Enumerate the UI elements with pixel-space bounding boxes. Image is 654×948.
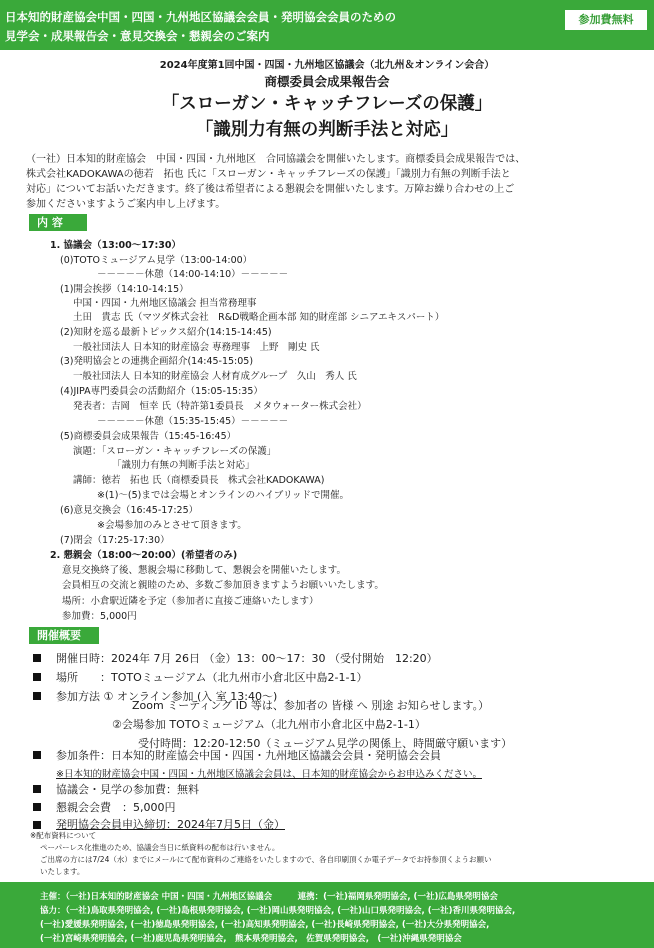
registration-deadline: 発明協会会員申込締切：2024年7月5日（金） xyxy=(56,818,285,831)
zoom-info: Zoom ミーティング ID 等は、参加者の 皆様 へ 別途 お知らせします。） xyxy=(132,699,490,712)
bullet-square xyxy=(33,785,41,793)
schedule-heading-party: 2. 懇親会（18:00〜20:00）(希望者のみ) xyxy=(50,550,238,561)
top-banner xyxy=(0,0,654,50)
party-location: 場所：小倉駅近隣を予定（参加者に直接ご連絡いたします） xyxy=(62,596,319,607)
participation-method-online: 参加方法 ① オンライン参加 (入 室 13:40〜) xyxy=(56,690,278,703)
schedule-item-2: (2)知財を巡る最新トピックス紹介(14:15-14:45) xyxy=(60,327,272,338)
topic-title-1: 「スローガン・キャッチフレーズの保護」 xyxy=(161,94,493,114)
event-datetime: 開催日時：2024年 7月 26日 （金）13：00〜17：30 （受付開始 12:20） xyxy=(56,652,438,665)
note-line-2: ご出席の方には7/24（水）までにメールにて配布資料のご連絡をいたしますので、各自印刷頂くか電子データでお持参頂くようお願い xyxy=(40,855,492,864)
schedule-item-5-speaker: 講師：徳若 拓也 氏（商標委員長 株式会社KADOKAWA) xyxy=(73,475,325,486)
bullet-square xyxy=(33,692,41,700)
footer-cooperation-3: (一社)宮崎県発明協会, (一社)鹿児島県発明協会, 熊本県発明協会, 佐賀県発明協会, (一社)沖縄県発明協会 xyxy=(40,934,462,944)
bullet-square xyxy=(33,751,41,759)
schedule-item-5: (5)商標委員会成果報告（15:45-16:45） xyxy=(60,431,237,442)
schedule-item-4-speaker: 発表者：吉岡 恒幸 氏（特許第1委員長 メタウォーター株式会社） xyxy=(73,401,367,412)
bullet-square xyxy=(33,673,41,681)
intro-line-4: 参加くださいますようご案内申し上げます。 xyxy=(26,199,226,210)
application-note: ※日本知的財産協会中国・四国・九州地区協議会会員は、日本知的財産協会からお申込みください。 xyxy=(56,769,482,780)
party-fee-overview: 懇親会会費 ：5,000円 xyxy=(56,801,176,814)
schedule-item-7: (7)閉会（17:25-17:30） xyxy=(60,535,170,546)
schedule-heading-meeting: 1. 協議会（13:00〜17:30） xyxy=(50,240,182,251)
intro-line-2: 株式会社KADOKAWAの徳若 拓也 氏に「スローガン・キャッチフレーズの保護」「識別力有無の判断手法と xyxy=(26,169,511,180)
banner-title-line-1: 日本知的財産協会中国・四国・九州地区協議会会員・発明協会会員のための xyxy=(5,10,396,24)
organizer-footer xyxy=(0,882,654,948)
footer-organizer: 主催：（一社)日本知的財産協会 中国・四国・九州地区協議会 連携：(一社)福岡県発明協会, (一社)広島県発明協会 xyxy=(40,892,498,902)
footer-cooperation-1: 協力：（一社)鳥取県発明協会, (一社)島根県発明協会, (一社)岡山県発明協会, (一社)山口県発明協会, (一社)香川県発明協会, xyxy=(40,906,516,916)
meeting-fee: 協議会・見学の参加費：無料 xyxy=(56,783,199,796)
schedule-item-1-speaker: 土田 貴志 氏（マツダ株式会社 R&D戦略企画本部 知的財産部 シニアエキスパート） xyxy=(73,312,445,323)
note-line-3: いたします。 xyxy=(40,867,85,876)
schedule-item-3: (3)発明協会との連携企画紹介(14:45-15:05) xyxy=(60,356,254,367)
party-desc-1: 意見交換終了後、懇親会場に移動して、懇親会を開催いたします。 xyxy=(62,565,347,576)
topic-title-2: 「識別力有無の判断手法と対応」 xyxy=(195,120,459,140)
party-desc-2: 会員相互の交流と親睦のため、多数ご参加頂きますようお願いいたします。 xyxy=(62,580,384,591)
schedule-item-3-speaker: 一般社団法人 日本知的財産協会 人材育成グループ 久山 秀人 氏 xyxy=(73,371,357,382)
schedule-break-1: －－－－－休憩（14:00-14:10）－－－－－ xyxy=(97,269,289,280)
schedule-break-2: －－－－－休憩（15:35-15:45）－－－－－ xyxy=(97,416,289,427)
intro-line-3: 対応」についてお話いただきます。終了後は希望者による懇親会を開催いたします。万障お繰り合わせの上ご xyxy=(26,184,515,195)
bullet-square xyxy=(33,654,41,662)
schedule-item-1: (1)開会挨拶（14:10-14:15） xyxy=(60,284,189,295)
event-subtitle: 2024年度第1回中国・四国・九州地区協議会（北九州＆オンライン会合） xyxy=(159,60,495,71)
overview-section-label: 開催概要 xyxy=(29,627,99,644)
reception-time: 受付時間：12:20-12:50（ミュージアム見学の関係上、時間厳守願います） xyxy=(138,737,513,750)
schedule-item-2-speaker: 一般社団法人 日本知的財産協会 専務理事 上野 剛史 氏 xyxy=(73,342,320,353)
onsite-only-note: ※会場参加のみとさせて頂きます。 xyxy=(97,520,247,531)
party-fee: 参加費：5,000円 xyxy=(62,611,137,622)
footer-cooperation-2: (一社)愛媛県発明協会, (一社)徳島県発明協会, (一社)高知県発明協会, (一社)長崎県発明協会, (一社)大分県発明協会, xyxy=(40,920,490,930)
schedule-item-1-speaker-role: 中国・四国・九州地区協議会 担当常務理事 xyxy=(73,298,257,309)
schedule-item-5-topic-1: 演題：「スローガン・キャッチフレーズの保護」 xyxy=(73,446,277,457)
note-line-1: ペーパーレス化推進のため、協議会当日に紙資料の配布は行いません。 xyxy=(40,843,280,852)
participation-method-onsite: ②会場参加 TOTOミュージアム（北九州市小倉北区中島2-1-1） xyxy=(112,718,426,731)
free-fee-badge: 参加費無料 xyxy=(565,10,647,30)
banner-title-line-2: 見学会・成果報告会・意見交換会・懇親会のご案内 xyxy=(5,29,270,43)
participation-conditions: 参加条件：日本知的財産協会中国・四国・九州地区協議会会員・発明協会会員 xyxy=(56,749,441,762)
intro-line-1: （一社）日本知的財産協会 中国・四国・九州地区 合同協議会を開催いたします。商標委員会成果報告では、 xyxy=(26,154,526,165)
hybrid-note: ※(1)〜(5)までは会場とオンラインのハイブリッドで開催。 xyxy=(97,490,350,501)
schedule-item-6: (6)意見交換会（16:45-17:25） xyxy=(60,505,199,516)
event-title: 商標委員会成果報告会 xyxy=(264,74,390,89)
schedule-item-5-topic-2: 「識別力有無の判断手法と対応」 xyxy=(112,460,255,471)
bullet-square xyxy=(33,821,41,829)
schedule-item-0: (0)TOTOミュージアム見学（13:00-14:00） xyxy=(60,255,253,266)
note-heading: ※配布資料について xyxy=(30,831,97,840)
event-venue: 場所 ：TOTOミュージアム（北九州市小倉北区中島2-1-1） xyxy=(56,671,368,684)
content-section-label: 内 容 xyxy=(29,214,87,231)
schedule-item-4: (4)JIPA専門委員会の活動紹介（15:05-15:35） xyxy=(60,386,263,397)
bullet-square xyxy=(33,803,41,811)
